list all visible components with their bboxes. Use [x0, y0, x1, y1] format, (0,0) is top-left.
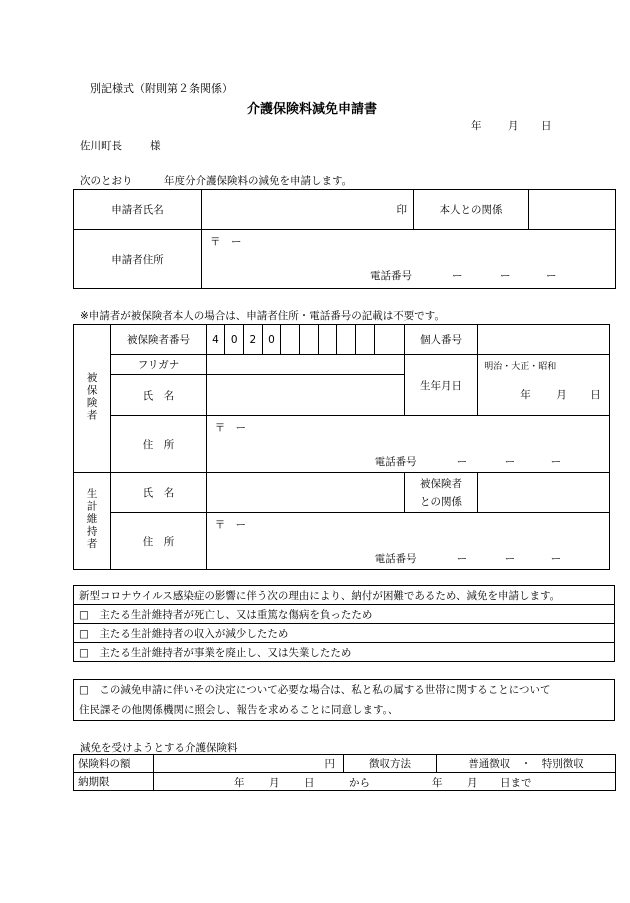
applicant-phone-dash-2: ー [500, 270, 511, 282]
insured-number-digit[interactable] [355, 325, 374, 355]
furigana-field[interactable] [206, 355, 404, 375]
intro-suffix: 年度分介護保険料の減免を申請します。 [164, 175, 353, 187]
birth-label: 生年月日 [404, 355, 478, 416]
applicant-name-field[interactable] [202, 190, 414, 230]
insured-phone-label: 電話番号 [374, 456, 417, 468]
insured-number-digit[interactable]: 0 [262, 325, 281, 355]
addressee-honorific: 様 [150, 140, 161, 152]
supporter-phone-label: 電話番号 [374, 553, 417, 565]
yen-unit: 円 [324, 758, 335, 770]
page-title: 介護保険料減免申請書 [247, 102, 378, 117]
reason-checkbox-3[interactable]: □ 主たる生計維持者が事業を廃止し、又は失業したため [74, 643, 615, 662]
consent-table [73, 679, 615, 721]
insured-phone-dash-2: ー [504, 456, 516, 468]
personal-number-field[interactable] [478, 325, 610, 355]
insured-side-label: 被保険者 [85, 372, 98, 422]
due-date-field[interactable] [154, 773, 616, 791]
birth-field[interactable] [478, 355, 610, 416]
applicant-postal-mark: 〒 ー [210, 236, 242, 248]
birth-month: 月 [556, 389, 567, 401]
due-from-day: 日 [304, 777, 315, 789]
supporter-phone-dash-1: ー [456, 553, 468, 565]
insured-address-label: 住 所 [111, 416, 206, 473]
insured-address-field[interactable] [206, 416, 609, 473]
premium-heading: 減免を受けようとする介護保険料 [80, 742, 238, 754]
insured-number-digit[interactable] [374, 325, 404, 355]
intro-prefix: 次のとおり [80, 175, 133, 187]
insured-number-digit[interactable] [318, 325, 337, 355]
due-to-month: 月 [467, 777, 478, 789]
applicant-phone-label: 電話番号 [370, 270, 412, 282]
insured-name-label: 氏 名 [111, 375, 206, 416]
supporter-relation-label-line2: との関係 [419, 495, 462, 508]
consent-line-2: 住民課その他関係機関に照会し、報告を求めることに同意します。、 [79, 704, 399, 716]
supporter-postal-mark: 〒 ー [214, 519, 247, 531]
supporter-relation-field[interactable] [478, 473, 610, 513]
reasons-table [73, 585, 615, 662]
reason-checkbox-2[interactable]: □ 主たる生計維持者の収入が減少したため [74, 624, 615, 643]
due-until-word: 日まで [500, 777, 532, 789]
insured-number-label: 被保険者番号 [111, 325, 206, 355]
applicant-phone-dash-1: ー [452, 270, 463, 282]
due-from-month: 月 [269, 777, 280, 789]
applicant-name-label: 申請者氏名 [74, 190, 202, 230]
insured-number-digit[interactable] [281, 325, 300, 355]
supporter-relation-label-line1: 被保険者 [419, 477, 462, 490]
due-date-label: 納期限 [74, 773, 154, 791]
date-day: 日 [541, 120, 552, 132]
insured-side-label-cell [74, 325, 111, 473]
personal-number-label: 個人番号 [404, 325, 478, 355]
addressee: 佐川町長 [80, 140, 122, 152]
consent-line-1: □ この減免申請に伴いその決定について必要な場合は、私と私の属する世帯に関することについて [79, 684, 551, 696]
supporter-phone-dash-3: ー [550, 553, 562, 565]
premium-amount-label: 保険料の額 [74, 755, 154, 773]
consent-checkbox[interactable] [74, 680, 615, 721]
applicant-relation-field[interactable] [529, 190, 616, 230]
insured-number-digit[interactable] [337, 325, 356, 355]
due-from-word: から [349, 777, 370, 789]
supporter-address-label: 住 所 [111, 513, 206, 570]
reasons-heading: 新型コロナウイルス感染症の影響に伴う次の理由により、納付が困難であるため、減免を申請します。 [74, 586, 615, 605]
insured-number-digit[interactable]: 0 [225, 325, 244, 355]
insured-number-digit[interactable]: 4 [206, 325, 225, 355]
due-to-year: 年 [432, 777, 443, 789]
birth-day: 日 [590, 389, 601, 401]
insured-phone-dash-1: ー [456, 456, 468, 468]
supporter-name-label: 氏 名 [111, 473, 206, 513]
insured-number-digit[interactable] [299, 325, 318, 355]
date-month: 月 [508, 120, 519, 132]
furigana-label: フリガナ [111, 355, 206, 375]
supporter-name-field[interactable] [206, 473, 404, 513]
supporter-side-label: 生計維持者 [85, 488, 98, 551]
collection-method-options[interactable]: 普通徴収 ・ 特別徴収 [437, 755, 616, 773]
supporter-address-field[interactable] [206, 513, 609, 570]
collection-method-label: 徴収方法 [344, 755, 437, 773]
supporter-relation-label [404, 473, 478, 513]
due-from-year: 年 [234, 777, 245, 789]
insured-postal-mark: 〒 ー [214, 422, 247, 434]
reason-checkbox-1[interactable]: □ 主たる生計維持者が死亡し、又は重篤な傷病を負ったため [74, 605, 615, 624]
supporter-phone-dash-2: ー [504, 553, 516, 565]
form-reference: 別記様式（附則第２条関係） [90, 82, 233, 95]
premium-table [73, 754, 616, 791]
insured-phone-dash-3: ー [550, 456, 562, 468]
applicant-phone-dash-3: ー [546, 270, 557, 282]
applicant-address-field[interactable] [202, 230, 616, 289]
applicant-note: ※申請者が被保険者本人の場合は、申請者住所・電話番号の記載は不要です。 [80, 310, 445, 322]
premium-amount-field[interactable] [154, 755, 344, 773]
applicant-table [73, 189, 616, 289]
insured-name-field[interactable] [206, 375, 404, 416]
era-options: 明治・大正・昭和 [484, 362, 557, 372]
applicant-relation-label: 本人との関係 [414, 190, 529, 230]
birth-year: 年 [520, 389, 531, 401]
date-year: 年 [471, 120, 482, 132]
seal-mark: 印 [396, 204, 407, 216]
supporter-side-label-cell [74, 473, 111, 570]
insured-number-digit[interactable]: 2 [244, 325, 263, 355]
insured-table [73, 324, 610, 570]
applicant-address-label: 申請者住所 [74, 230, 202, 289]
